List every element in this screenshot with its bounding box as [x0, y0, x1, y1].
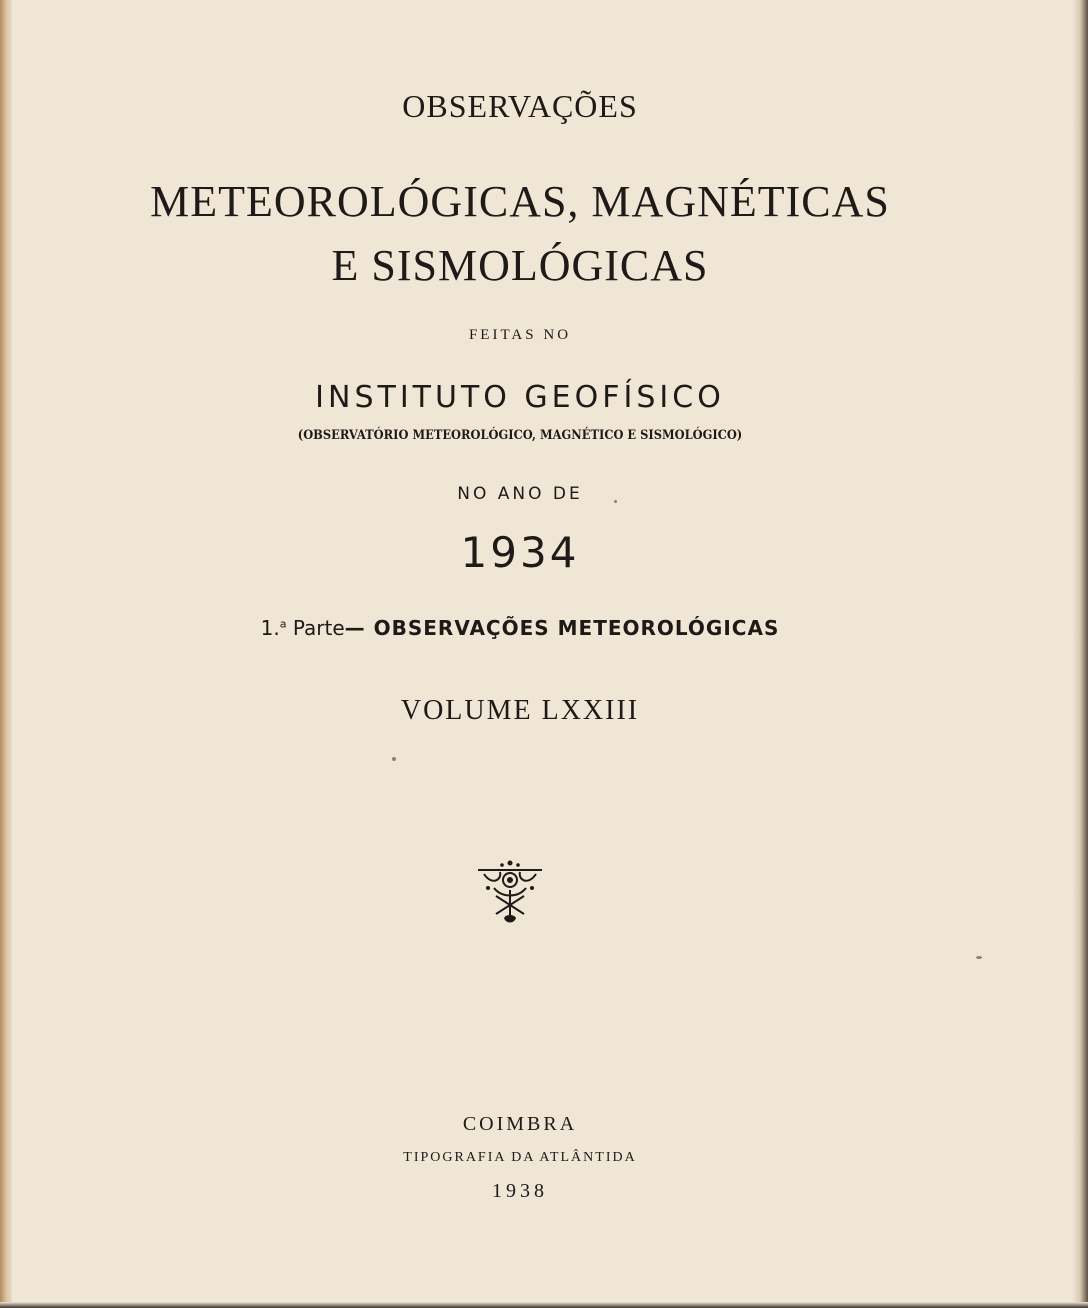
part-number: 1.	[260, 616, 280, 640]
imprint-city: COIMBRA	[462, 1113, 578, 1135]
institute-subtitle: (OBSERVATÓRIO METEOROLÓGICO, MAGNÉTICO E SISMOLÓGICO)	[297, 428, 743, 443]
title-line-meteorologicas: METEOROLÓGICAS, MAGNÉTICAS	[150, 177, 890, 226]
part-heading	[0, 616, 1040, 640]
paper-speck	[392, 757, 396, 761]
printer-ornament-icon	[474, 858, 546, 926]
observation-year: 1934	[460, 528, 580, 577]
no-ano-de-line: NO ANO DE	[457, 484, 583, 504]
feitas-no-line: FEITAS NO	[468, 327, 572, 343]
page-right-edge	[1072, 0, 1088, 1308]
imprint-year: 1938	[492, 1180, 548, 1202]
page-bottom-edge	[0, 1302, 1088, 1308]
paper-speck	[614, 500, 617, 503]
institute-name: INSTITUTO GEOFÍSICO	[315, 380, 725, 415]
part-word: Parte	[292, 616, 345, 640]
volume-number: VOLUME LXXIII	[400, 695, 640, 726]
paper-speck	[976, 956, 982, 959]
imprint-printer: TIPOGRAFIA DA ATLÂNTIDA	[403, 1150, 637, 1165]
title-line-sismologicas: E SISMOLÓGICAS	[331, 241, 709, 290]
title-line-observacoes: OBSERVAÇÕES	[402, 88, 638, 124]
part-ordinal: a	[279, 617, 287, 631]
part-title: — OBSERVAÇÕES METEOROLÓGICAS	[344, 616, 780, 640]
